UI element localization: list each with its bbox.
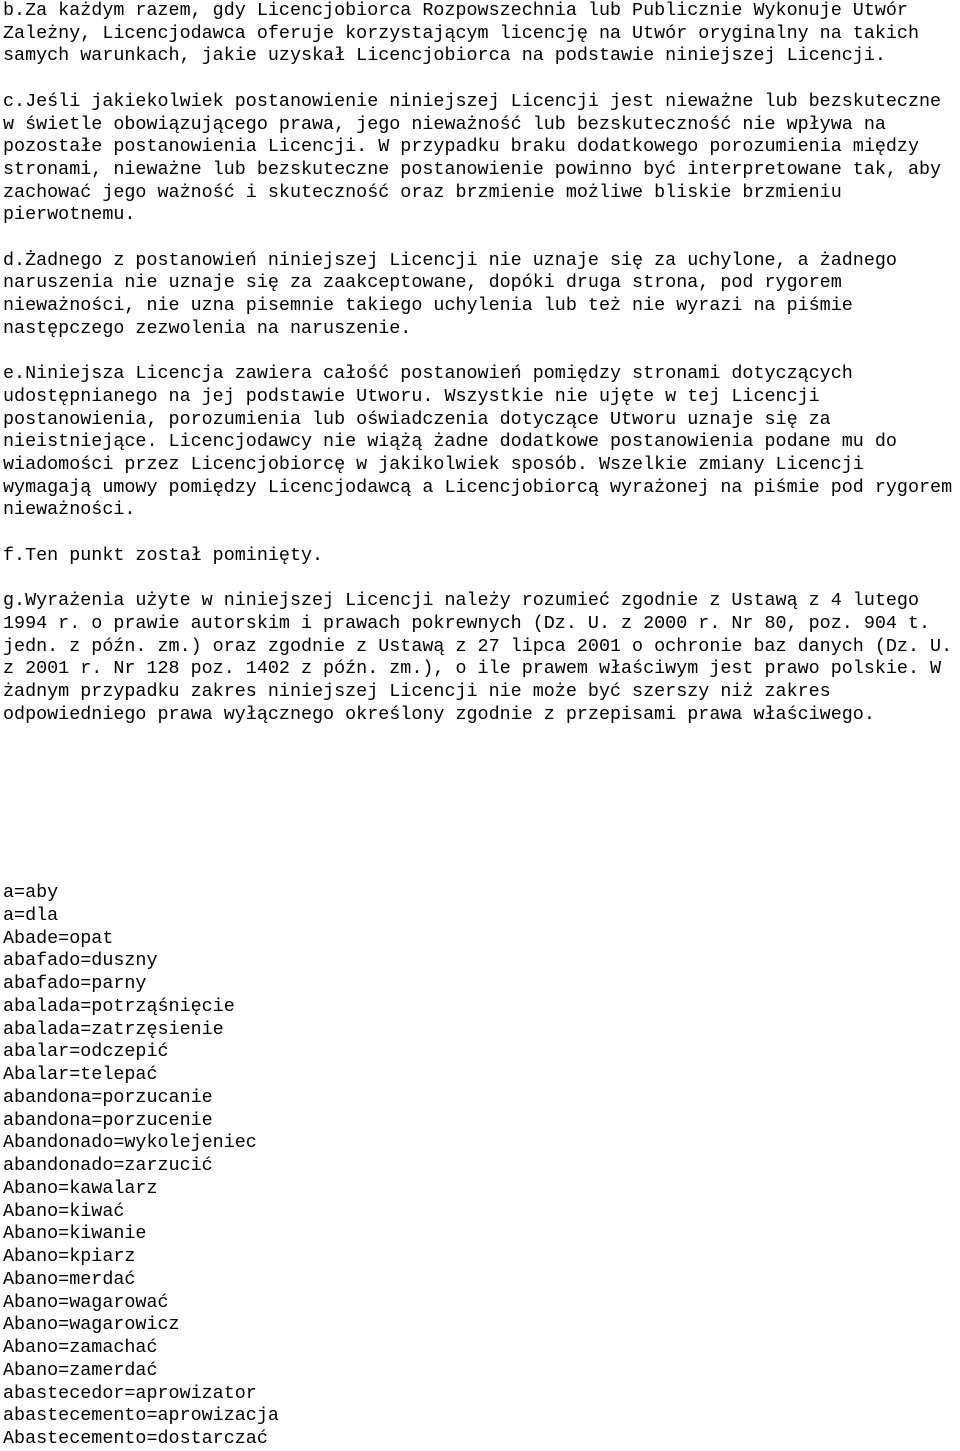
dictionary-entry: abalada=zatrzęsienie — [3, 1018, 224, 1040]
dictionary-entry: abastecemento=aprowizacja — [3, 1405, 279, 1427]
dictionary-entry: Abano=kiwanie — [3, 1223, 147, 1245]
dictionary-entry: abandonado=zarzucić — [3, 1155, 213, 1176]
dictionary-entry: Abano=kiwać — [3, 1200, 125, 1222]
dictionary-entry: Abano=kawalarz — [3, 1177, 158, 1199]
paragraph-e: e.Niniejsza Licencja zawiera całość postanowień pomiędzy stronami dotyczących udostępnianego na jej podstawie Utworu. Wszystkie nie ujęte w tej Licencji postanowienia, porozumienia lub oświadczenia dotyczące Utworu uznaje się za nieistniejące. Licencjodawcy nie wiążą żadne dodatkowe postanowienia podane mu do wiadomości przez Licencjobiorcę w jakikolwiek sposób. Wszelkie zmiany Licencji wymagają umowy pomiędzy Licencjodawcą a Licencjobiorcą wyrażonej na piśmie pod rygorem nieważności. — [3, 363, 953, 521]
dictionary-entry: a=aby — [3, 882, 59, 903]
dictionary-entry: Abano=wagarowicz — [3, 1314, 180, 1336]
dictionary-entry: Abalar=telepać — [3, 1064, 158, 1085]
dictionary-entry: Abano=zamerdać — [3, 1359, 158, 1381]
paragraph-d: d.Żadnego z postanowień niniejszej Licencji nie uznaje się za uchylone, a żadnego naruszenia nie uznaje się za zaakceptowane, dopóki druga strona, pod rygorem nieważności, nie uzna pisemnie takiego uchylenia lub też nie wyrazi na piśmie następczego zezwolenia na naruszenie. — [3, 249, 897, 339]
dictionary-entry: abandona=porzucenie — [3, 1109, 213, 1131]
dictionary-entry: abandona=porzucanie — [3, 1086, 213, 1108]
dictionary-entry: Abade=opat — [3, 927, 114, 949]
dictionary-entry: Abandonado=wykolejeniec — [3, 1132, 257, 1154]
dictionary-entry: abastecedor=aprowizator — [3, 1382, 257, 1404]
paragraph-g: g.Wyrażenia użyte w niniejszej Licencji należy rozumieć zgodnie z Ustawą z 4 lutego 1994 r. o prawie autorskim i prawach pokrewnych (Dz. U. z 2000 r. Nr 80, poz. 904 t. jedn. z późn. zm.) oraz zgodnie z Ustawą z 27 lipca 2001 o ochronie baz danych (Dz. U. z 2001 r. Nr 128 poz. 1402 z późn. zm.), o ile prawem właściwym jest prawo polskie. W żadnym przypadku zakres niniejszej Licencji nie może być szerszy niż zakres odpowiedniego prawa wyłącznego określony zgodnie z przepisami prawa właściwego. — [3, 590, 953, 725]
dictionary-list — [3, 882, 603, 1451]
dictionary-entry: Abastecemento=dostarczać — [3, 1428, 268, 1449]
dictionary-entry: Abano=merdać — [3, 1268, 136, 1290]
dictionary-entry: Abano=wagarować — [3, 1291, 169, 1313]
dictionary-entry: abalar=odczepić — [3, 1041, 169, 1063]
dictionary-entry: abafado=duszny — [3, 950, 158, 972]
paragraph-b: b.Za każdym razem, gdy Licencjobiorca Rozpowszechnia lub Publicznie Wykonuje Utwór Zależny, Licencjodawca oferuje korzystającym licencję na Utwór oryginalny na takich samych warunkach, jakie uzyskał Licencjobiorca na podstawie niniejszej Licencji. — [3, 0, 920, 67]
license-text — [3, 0, 958, 749]
dictionary-entry: abalada=potrząśnięcie — [3, 995, 235, 1017]
paragraph-c: c.Jeśli jakiekolwiek postanowienie niniejszej Licencji jest nieważne lub bezskuteczne w świetle obowiązującego prawa, jego nieważność lub bezskuteczność nie wpływa na pozostałe postanowienia Licencji. W przypadku braku dodatkowego porozumienia między stronami, nieważne lub bezskuteczne postanowienie powinno być interpretowane tak, aby zachować jego ważność i skuteczność oraz brzmienie możliwe bliskie brzmieniu pierwotnemu. — [3, 90, 942, 226]
dictionary-entry: a=dla — [3, 904, 59, 926]
dictionary-entry: abafado=parny — [3, 973, 147, 994]
dictionary-entry: Abano=kpiarz — [3, 1246, 136, 1267]
dictionary-entry: Abano=zamachać — [3, 1337, 158, 1358]
paragraph-f: f.Ten punkt został pominięty. — [3, 544, 324, 566]
